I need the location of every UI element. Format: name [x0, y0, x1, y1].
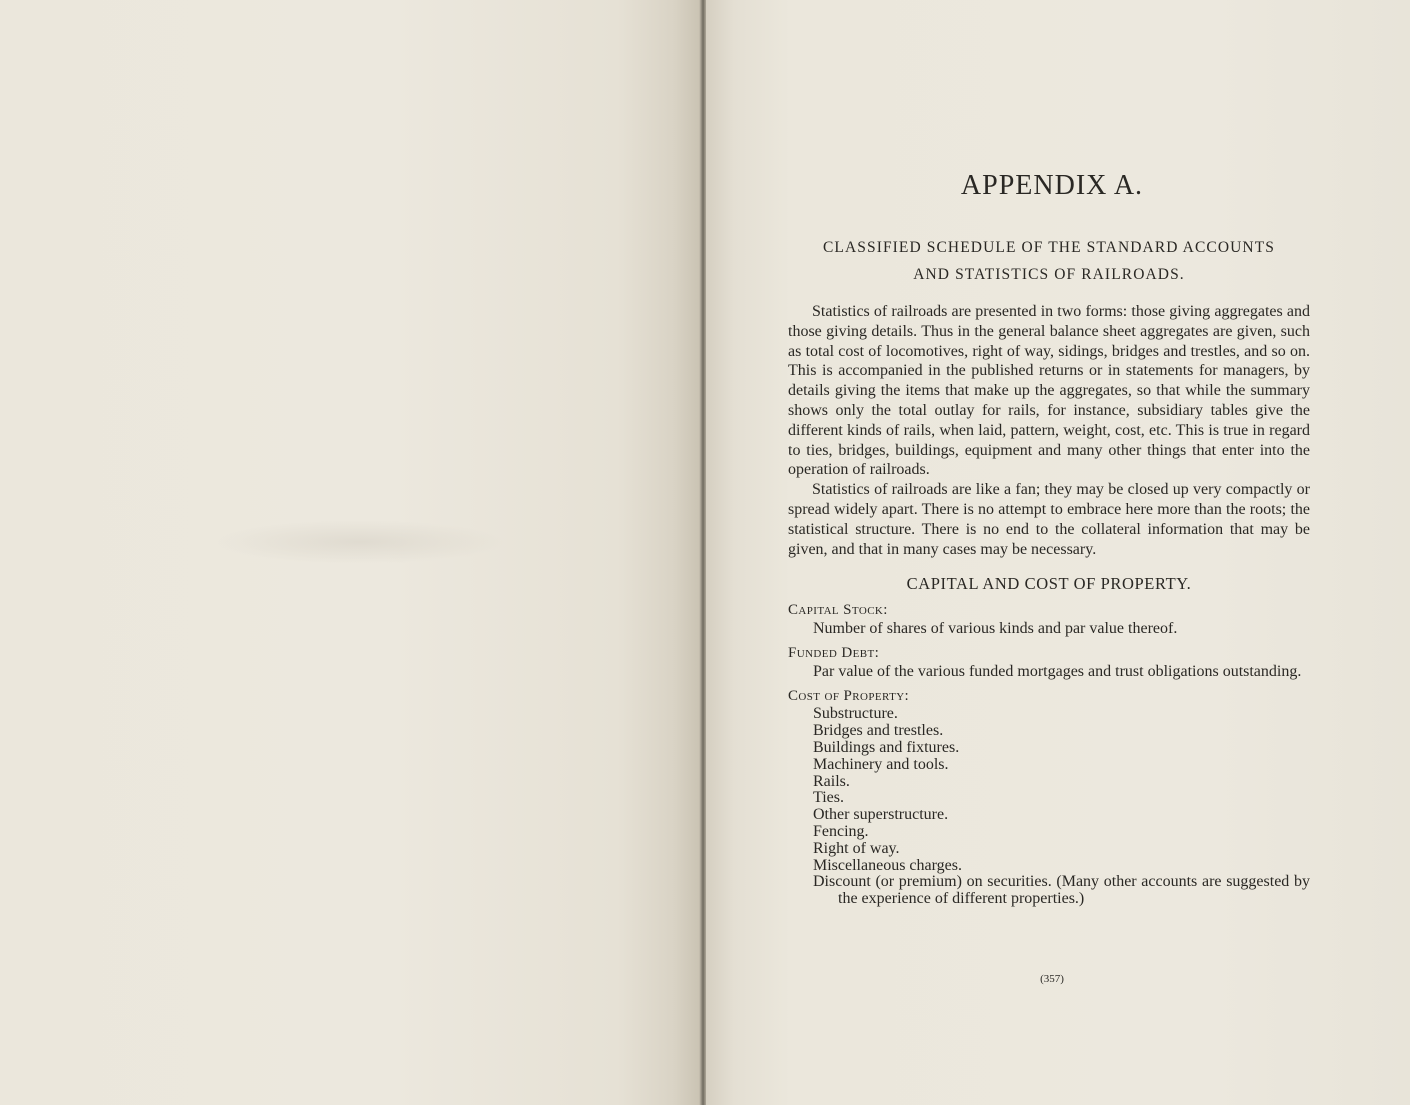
capital-stock-label: Capital Stock:: [788, 602, 888, 619]
show-through-shadow: [215, 520, 505, 564]
cost-entry: Discount (or premium) on securities. (Many other accounts are suggested by the experience of different properties.): [813, 873, 1310, 908]
page-content: [788, 170, 1310, 914]
funded-debt-entry: Par value of the various funded mortgages and trust obligations outstanding.: [813, 663, 1302, 681]
cost-entry: Machinery and tools.: [813, 755, 949, 773]
cost-entry: Miscellaneous charges.: [813, 856, 962, 874]
intro-paragraph: Statistics of railroads are presented in two forms: those giving aggregates and those giving details. Thus in the general balance sheet aggregates are given, such as total cost of locomotives, right of way, sidings, bridges and trestles, and so on. This is accompanied in the published returns or in statements for managers, by details giving the items that make up the aggregates, so that while the summary shows only the total outlay for rails, for instance, subsidiary tables give the different kinds of rails, when laid, pattern, weight, cost, etc. This is true in regard to ties, bridges, buildings, equipment and many other things that enter into the operation of railroads.: [788, 303, 1310, 479]
cost-entry: Fencing.: [813, 822, 869, 840]
funded-debt-group: [788, 643, 1310, 680]
cost-entry: Ties.: [813, 789, 844, 807]
cost-entry: Buildings and fixtures.: [813, 738, 960, 756]
cost-entry: Bridges and trestles.: [813, 722, 944, 740]
cost-of-property-label: Cost of Property:: [788, 688, 910, 705]
schedule-title: [788, 234, 1310, 288]
left-page: [0, 0, 702, 1105]
capital-stock-group: [788, 600, 1310, 637]
intro-paragraphs: [788, 302, 1310, 559]
cost-entry: Rails.: [813, 772, 850, 790]
cost-of-property-group: [788, 686, 1310, 908]
cost-entry: Other superstructure.: [813, 806, 949, 824]
schedule-title-line-2: AND STATISTICS OF RAILROADS.: [913, 266, 1185, 283]
section-heading: CAPITAL AND COST OF PROPERTY.: [906, 574, 1192, 594]
schedule-title-line-1: CLASSIFIED SCHEDULE OF THE STANDARD ACCOUNTS: [822, 239, 1276, 256]
page-number: (357): [1040, 973, 1064, 985]
intro-paragraph: Statistics of railroads are like a fan; they may be closed up very compactly or spread widely apart. There is no attempt to embrace here more than the roots; the statistical structure. There is no end to the collateral information that may be given, and that in many cases may be necessary.: [788, 481, 1310, 558]
funded-debt-label: Funded Debt:: [788, 645, 880, 662]
capital-stock-entry: Number of shares of various kinds and par value thereof.: [813, 620, 1178, 638]
cost-entry: Substructure.: [813, 705, 898, 723]
appendix-title: APPENDIX A.: [960, 170, 1144, 201]
cost-entry: Right of way.: [813, 839, 900, 857]
